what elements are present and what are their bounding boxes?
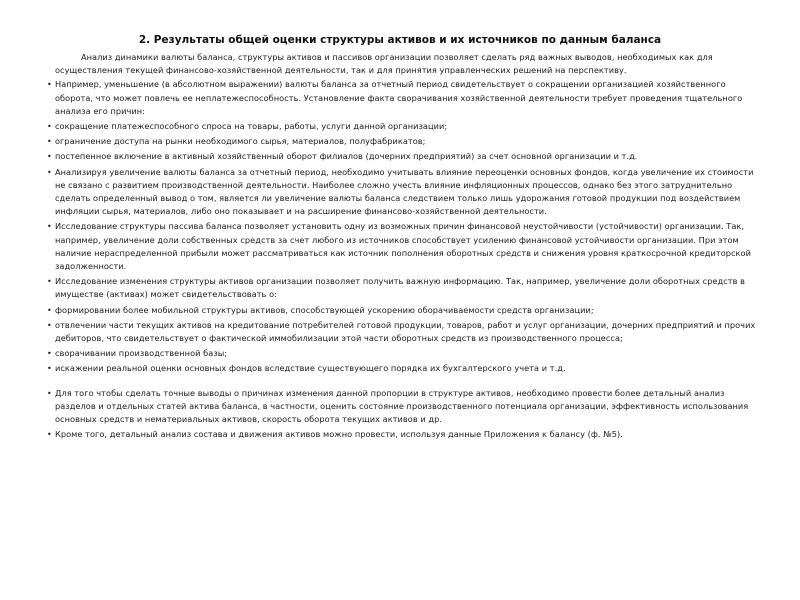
bullet-item: • ограничение доступа на рынки необходимого сырья, материалов, полуфабрикатов; (47, 135, 757, 148)
intro-paragraph: Анализ динамики валюты баланса, структуры активов и пассивов организации позволяет сделать ряд важных выводов, необходимых как для осуществления текущей финансово-хозяйственной деятельности, так и для принятия управленческих решений на перспективу. (55, 52, 713, 76)
bullet-item: • Для того чтобы сделать точные выводы о причинах изменения данной пропорции в структуре активов, необходимо провести более детальный анализ разделов и отдельных статей актива баланса, в частности, оценить состояние производственного потенциала организации, эффективность использования основных средств и нематериальных активов, скорость оборота текущих активов и др. (47, 387, 757, 427)
bullet-item: • формировании более мобильной структуры активов, способствующей ускорению оборачиваемости средств организации; (47, 304, 757, 317)
bullet-item: • Кроме того, детальный анализ состава и движения активов можно провести, используя данные Приложения к балансу (ф. №5). (47, 428, 757, 441)
slide-body (47, 51, 757, 443)
bullet-item: • Исследование изменения структуры активов организации позволяет получить важную информацию. Так, например, увеличение доли оборотных средств в имуществе (активах) может свидетельствовать о: (47, 275, 757, 301)
bullet-item: • сокращение платежеспособного спроса на товары, работы, услуги данной организации; (47, 120, 757, 133)
bullet-item: • Анализируя увеличение валюты баланса за отчетный период, необходимо учитывать влияние переоценки основных фондов, когда увеличение их стоимости не связано с развитием производственной деятельности. Наиболее сложно учесть влияние инфляционных процессов, однако без этого затруднительно сделать определенный вывод о том, является ли увеличение валюты баланса следствием только лишь удорожания готовой продукции под воздействием инфляции сырья, материалов, либо оно показывает и на расширение финансово-хозяйственной деятельности. (47, 166, 757, 219)
bullet-item: • Исследование структуры пассива баланса позволяет установить одну из возможных причин финансовой неустойчивости (устойчивости) организации. Так, например, увеличение доли собственных средств за счет любого из источников способствует усилению финансовой устойчивости организации. При этом наличие нераспределенной прибыли может рассматриваться как источник пополнения оборотных средств и снижения уровня краткосрочной кредиторской задолженности. (47, 220, 757, 273)
bullet-item: • отвлечении части текущих активов на кредитование потребителей готовой продукции, товаров, работ и услуг организации, дочерних предприятий и прочих дебиторов, что свидетельствует о фактической иммобилизации этой части оборотных средств из производственного процесса; (47, 319, 757, 345)
bullet-item: • Например, уменьшение (в абсолютном выражении) валюты баланса за отчетный период свидетельствует о сокращении организацией хозяйственного оборота, что может повлечь ее неплатежеспособность. Установление факта сворачивания хозяйственной деятельности требует проведения тщательного анализа его причин: (47, 78, 757, 118)
bullet-list (47, 78, 757, 441)
bullet-item: • постепенное включение в активный хозяйственный оборот филиалов (дочерних предприятий) за счет основной организации и т.д. (47, 150, 757, 163)
bullet-item: • искажении реальной оценки основных фондов вследствие существующего порядка их бухгалтерского учета и т.д. (47, 362, 757, 375)
slide-title: 2. Результаты общей оценки структуры активов и их источников по данным баланса (138, 34, 662, 46)
bullet-item: • сворачивании производственной базы; (47, 347, 757, 360)
